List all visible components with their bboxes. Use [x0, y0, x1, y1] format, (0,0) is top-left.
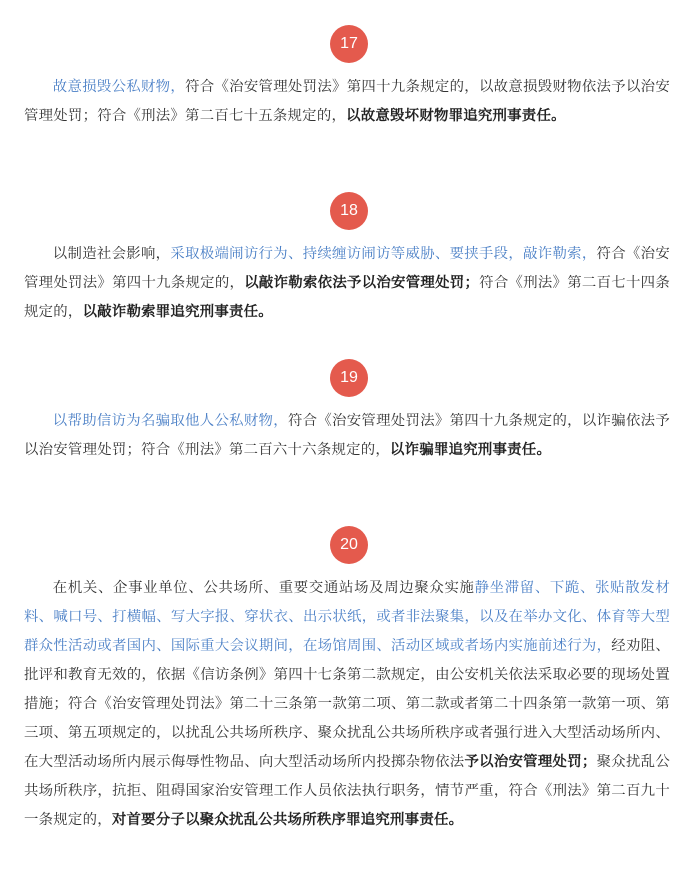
- section-paragraph: [24, 73, 670, 131]
- paragraph-segment: 予以治安管理处罚；: [464, 754, 597, 770]
- paragraph-segment: 符合《治安管理处罚法》第四十九条规定的，以诈骗依法予以治安管理处罚；符合《刑法》第二百六十六条规定的，: [24, 413, 670, 458]
- paragraph-segment: 静坐滞留、下跪、张贴散发材料、喊口号、打横幅、写大字报、穿状衣、出示状纸，或者非法聚集，以及在举办文化、体育等大型群众性活动或者国内、国际重大会议期间，在场馆周围、活动区域或者场内实施前述行为，: [24, 580, 670, 654]
- paragraph-segment: 聚众扰乱公共场所秩序，抗拒、阻碍国家治安管理工作人员依法执行职务，情节严重，符合《刑法》第二百九十一条规定的，: [24, 754, 670, 828]
- paragraph-segment: 以诈骗罪追究刑事责任。: [390, 442, 552, 458]
- paragraph-segment: 符合《刑法》第二百七十四条规定的，: [24, 275, 670, 320]
- paragraph-segment: 符合《治安管理处罚法》第四十九条规定的，以故意损毁财物依法予以治安管理处罚；符合《刑法》第二百七十五条规定的，: [24, 79, 670, 124]
- paragraph-segment: 故意损毁公私财物，: [52, 79, 186, 95]
- paragraph-segment: 符合《治安管理处罚法》第四十九条规定的，: [24, 246, 670, 291]
- paragraph-segment: 经劝阻、批评和教育无效的，依据《信访条例》第四十七条第二款规定，由公安机关依法采取必要的现场处置措施；符合《治安管理处罚法》第二十三条第一款第二项、第二款或者第二十四条第一款第一项、第三项、第五项规定的，以扰乱公共场所秩序、聚众扰乱公共场所秩序或者强行进入大型活动场所内、在大型活动场所内展示侮辱性物品、向大型活动场所内投掷杂物依法: [24, 638, 670, 770]
- section-paragraph: [24, 574, 670, 835]
- section-number-badge: 19: [330, 359, 368, 397]
- paragraph-segment: 以帮助信访为名骗取他人公私财物，: [52, 413, 288, 429]
- paragraph-segment: 以敲诈勒索罪追究刑事责任。: [82, 304, 273, 320]
- section-number-badge: 20: [330, 526, 368, 564]
- section-number-badge: 18: [330, 192, 368, 230]
- section-paragraph: [24, 407, 670, 465]
- paragraph-segment: 以敲诈勒索依法予以治安管理处罚；: [244, 275, 480, 291]
- paragraph-segment: 在机关、企事业单位、公共场所、重要交通站场及周边聚众实施: [52, 580, 475, 596]
- paragraph-segment: 采取极端闹访行为、持续缠访闹访等威胁、要挟手段，敲诈勒索，: [170, 246, 597, 262]
- paragraph-segment: 以故意毁坏财物罪追究刑事责任。: [346, 108, 566, 124]
- section-number-badge: 17: [330, 25, 368, 63]
- section-paragraph: [24, 240, 670, 327]
- paragraph-segment: 对首要分子以聚众扰乱公共场所秩序罪追究刑事责任。: [111, 812, 464, 828]
- paragraph-segment: 以制造社会影响，: [52, 246, 171, 262]
